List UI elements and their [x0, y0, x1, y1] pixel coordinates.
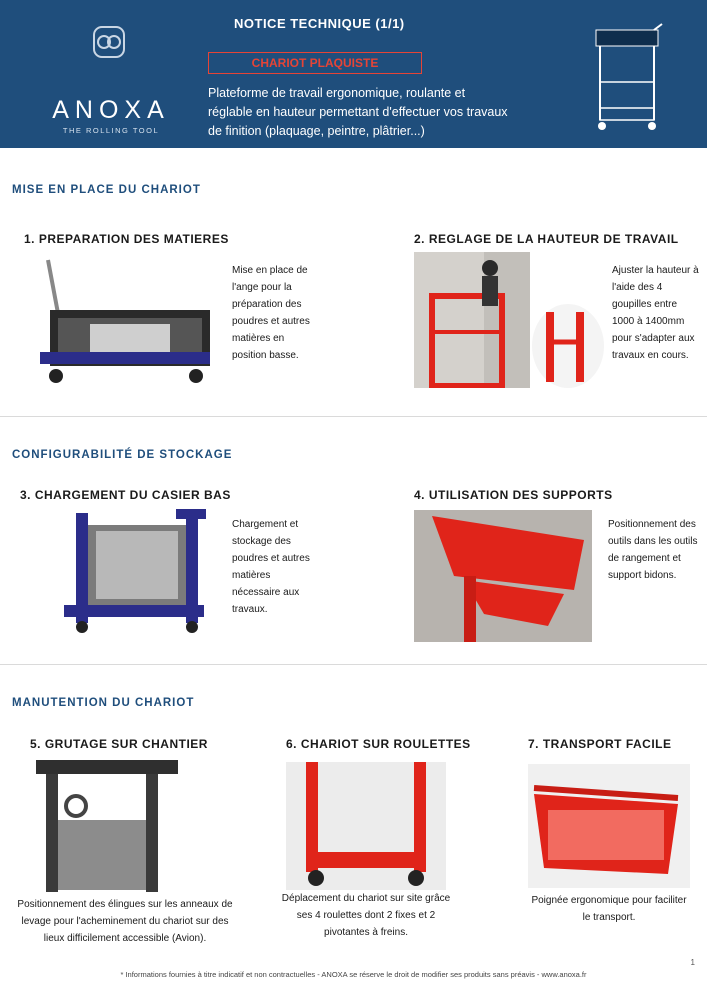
step-5-text: Positionnement des élingues sur les anneaux de levage pour l'acheminement du chariot sur des lieux difficilement accessible (Avion). — [17, 899, 233, 944]
height-pin-closeup-photo — [530, 302, 606, 390]
section-title-setup: MISE EN PLACE DU CHARIOT — [12, 184, 201, 196]
footer-disclaimer: * Informations fournies à titre indicatif et non contractuelles - ANOXA se réserve le droit de modifier ses produits sans préavis - www.anoxa.fr — [120, 970, 587, 979]
section-title-handling: MANUTENTION DU CHARIOT — [12, 697, 195, 709]
lifting-rings-photo — [36, 760, 178, 892]
step-1-title: 1. PREPARATION DES MATIERES — [24, 232, 229, 246]
cart-illustration-icon — [588, 20, 670, 138]
page-number: 1 — [690, 958, 695, 967]
product-title-box — [208, 52, 422, 74]
step-7-text: Poignée ergonomique pour faciliter le transport. — [531, 895, 687, 923]
product-title: CHARIOT PLAQUISTE — [251, 56, 379, 70]
divider — [0, 416, 707, 417]
notice-title: NOTICE TECHNIQUE (1/1) — [234, 16, 405, 31]
step-4-title: 4. UTILISATION DES SUPPORTS — [414, 488, 613, 502]
step-1-text: Mise en place de l'ange pour la préparation des poudres et autres matières en position basse. — [232, 265, 310, 361]
step-7-title: 7. TRANSPORT FACILE — [528, 737, 672, 751]
step-5-title: 5. GRUTAGE SUR CHANTIER — [30, 737, 208, 751]
wheels-photo — [286, 762, 446, 890]
cart-low-position-photo — [30, 254, 222, 388]
supports-photo — [414, 510, 592, 642]
logo-brand: ANOXA — [52, 96, 170, 124]
step-6-text: Déplacement du chariot sur site grâce ses 4 roulettes dont 2 fixes et 2 pivotantes à freins. — [281, 893, 451, 938]
step-3-title: 3. CHARGEMENT DU CASIER BAS — [20, 488, 231, 502]
step-3-text: Chargement et stockage des poudres et autres matières nécessaire aux travaux. — [232, 519, 310, 615]
section-title-storage: CONFIGURABILITÉ DE STOCKAGE — [12, 449, 233, 461]
header-banner — [0, 0, 707, 148]
handle-photo — [528, 764, 690, 888]
step-4-text: Positionnement des outils dans les outils de rangement et support bidons. — [608, 519, 698, 581]
step-6-title: 6. CHARIOT SUR ROULETTES — [286, 737, 471, 751]
anoxa-logo — [36, 20, 186, 135]
lower-basket-photo — [36, 505, 224, 639]
worker-on-cart-photo — [414, 252, 530, 388]
step-2-text: Ajuster la hauteur à l'aide des 4 goupilles entre 1000 à 1400mm pour s'adapter aux travaux en cours. — [612, 265, 699, 361]
step-2-title: 2. REGLAGE DE LA HAUTEUR DE TRAVAIL — [414, 232, 679, 246]
product-description: Plateforme de travail ergonomique, roulante et réglable en hauteur permettant d'effectuer vos travaux de finition (plaquage, peintre, plâtrier...) — [208, 86, 508, 138]
divider — [0, 664, 707, 665]
logo-tagline: THE ROLLING TOOL — [62, 126, 160, 135]
logo-mark-icon — [91, 24, 127, 60]
